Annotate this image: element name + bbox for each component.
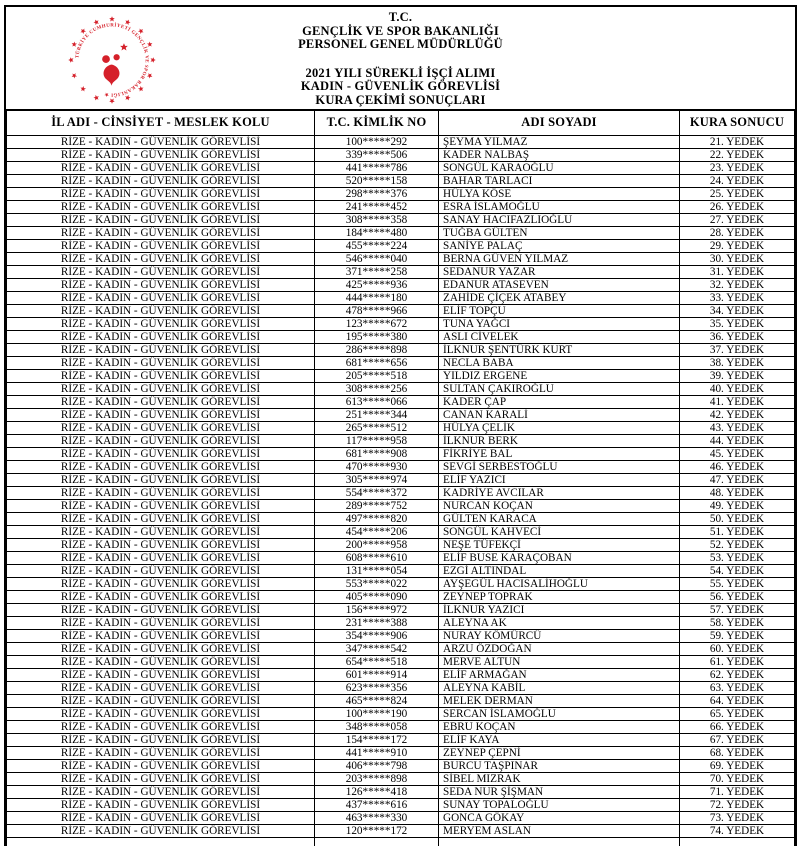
cell-il-cinsiyet-meslek: RİZE - KADIN - GÜVENLİK GÖREVLİSİ (7, 577, 315, 590)
cell-adi-soyadi: ARZU ÖZDOĞAN (439, 642, 680, 655)
cell-kura-sonucu: 49. YEDEK (680, 499, 795, 512)
cell-il-cinsiyet-meslek: RİZE - KADIN - GÜVENLİK GÖREVLİSİ (7, 785, 315, 798)
cell-adi-soyadi: ALEYNA KABİL (439, 681, 680, 694)
cell-kura-sonucu: 35. YEDEK (680, 317, 795, 330)
table-row (7, 382, 795, 395)
cell-adi-soyadi: İLKNUR BERK (439, 434, 680, 447)
svg-text:TÜRKİYE CUMHURİYETİ GENÇLİK VE: TÜRKİYE CUMHURİYETİ GENÇLİK VE SPOR BAKANLIĞI ★ (75, 23, 149, 97)
cell-il-cinsiyet-meslek: RİZE - KADIN - GÜVENLİK GÖREVLİSİ (7, 603, 315, 616)
cell-kura-sonucu: 22. YEDEK (680, 148, 795, 161)
table-row (7, 785, 795, 798)
cell-kura-sonucu: 44. YEDEK (680, 434, 795, 447)
cell-tc-kimlik-no: 184*****480 (315, 226, 439, 239)
cell-tc-kimlik-no: 425*****936 (315, 278, 439, 291)
cell-adi-soyadi: MELEK DERMAN (439, 694, 680, 707)
cell-il-cinsiyet-meslek: RİZE - KADIN - GÜVENLİK GÖREVLİSİ (7, 486, 315, 499)
cell-il-cinsiyet-meslek: RİZE - KADIN - GÜVENLİK GÖREVLİSİ (7, 213, 315, 226)
col-header-tc-kimlik-no: T.C. KİMLİK NO (315, 110, 439, 135)
cell-adi-soyadi: SULTAN ÇAKIROĞLU (439, 382, 680, 395)
cell-tc-kimlik-no: 478*****966 (315, 304, 439, 317)
cell-kura-sonucu: 54. YEDEK (680, 564, 795, 577)
cell-kura-sonucu: 52. YEDEK (680, 538, 795, 551)
title-directorate: PERSONEL GENEL MÜDÜRLÜĞÜ (298, 37, 503, 51)
cell-tc-kimlik-no: 205*****518 (315, 369, 439, 382)
cell-il-cinsiyet-meslek: RİZE - KADIN - GÜVENLİK GÖREVLİSİ (7, 629, 315, 642)
cell-adi-soyadi: NURAY KÖMÜRCÜ (439, 629, 680, 642)
cell-adi-soyadi: HÜLYA KÖSE (439, 187, 680, 200)
table-row (7, 642, 795, 655)
cell-adi-soyadi: FİKRİYE BAL (439, 447, 680, 460)
cell-kura-sonucu: 50. YEDEK (680, 512, 795, 525)
table-row (7, 213, 795, 226)
cell-kura-sonucu: 67. YEDEK (680, 733, 795, 746)
cell-il-cinsiyet-meslek: RİZE - KADIN - GÜVENLİK GÖREVLİSİ (7, 343, 315, 356)
title-tc: T.C. (388, 10, 413, 24)
cell-kura-sonucu: 68. YEDEK (680, 746, 795, 759)
cell-kura-sonucu: 53. YEDEK (680, 551, 795, 564)
cell-kura-sonucu: 47. YEDEK (680, 473, 795, 486)
cell-kura-sonucu: 61. YEDEK (680, 655, 795, 668)
cell-kura-sonucu: 72. YEDEK (680, 798, 795, 811)
title-position: KADIN - GÜVENLİK GÖREVLİSİ (300, 79, 501, 93)
cell-tc-kimlik-no: 654*****518 (315, 655, 439, 668)
cell-adi-soyadi: ASLI CİVELEK (439, 330, 680, 343)
cell-il-cinsiyet-meslek: RİZE - KADIN - GÜVENLİK GÖREVLİSİ (7, 811, 315, 824)
cell-kura-sonucu: 60. YEDEK (680, 642, 795, 655)
cell-tc-kimlik-no: 613*****066 (315, 395, 439, 408)
table-row (7, 148, 795, 161)
cell-tc-kimlik-no: 154*****172 (315, 733, 439, 746)
cell-kura-sonucu: 71. YEDEK (680, 785, 795, 798)
cell-adi-soyadi: EZGİ ALTINDAL (439, 564, 680, 577)
cell-kura-sonucu: 33. YEDEK (680, 291, 795, 304)
table-row (7, 668, 795, 681)
cell-il-cinsiyet-meslek: RİZE - KADIN - GÜVENLİK GÖREVLİSİ (7, 694, 315, 707)
cell-kura-sonucu: 63. YEDEK (680, 681, 795, 694)
table-row (7, 161, 795, 174)
table-row (7, 200, 795, 213)
cell-kura-sonucu: 48. YEDEK (680, 486, 795, 499)
cell-kura-sonucu: 26. YEDEK (680, 200, 795, 213)
cell-kura-sonucu: 55. YEDEK (680, 577, 795, 590)
title-results: KURA ÇEKİMİ SONUÇLARI (315, 92, 486, 107)
header-row (7, 110, 795, 135)
cell-kura-sonucu: 24. YEDEK (680, 174, 795, 187)
cell-il-cinsiyet-meslek: RİZE - KADIN - GÜVENLİK GÖREVLİSİ (7, 772, 315, 785)
cell-adi-soyadi: ELİF KAYA (439, 733, 680, 746)
cell-kura-sonucu: 59. YEDEK (680, 629, 795, 642)
cell-adi-soyadi: NECLA BABA (439, 356, 680, 369)
cell-adi-soyadi: NEŞE TÜFEKÇİ (439, 538, 680, 551)
cell-tc-kimlik-no: 123*****672 (315, 317, 439, 330)
cell-kura-sonucu: 74. YEDEK (680, 824, 795, 837)
cell-kura-sonucu: 43. YEDEK (680, 421, 795, 434)
cell-tc-kimlik-no: 553*****022 (315, 577, 439, 590)
cell-il-cinsiyet-meslek: RİZE - KADIN - GÜVENLİK GÖREVLİSİ (7, 473, 315, 486)
cell-adi-soyadi: ELİF TOPÇU (439, 304, 680, 317)
cell-adi-soyadi: SANAY HACIFAZLIOĞLU (439, 213, 680, 226)
cell-tc-kimlik-no: 444*****180 (315, 291, 439, 304)
table-row (7, 356, 795, 369)
cell-adi-soyadi (439, 837, 680, 846)
cell-tc-kimlik-no: 100*****292 (315, 135, 439, 148)
cell-tc-kimlik-no: 251*****344 (315, 408, 439, 421)
cell-tc-kimlik-no: 441*****786 (315, 161, 439, 174)
table-row (7, 174, 795, 187)
cell-tc-kimlik-no: 546*****040 (315, 252, 439, 265)
cell-tc-kimlik-no: 348*****058 (315, 720, 439, 733)
cell-il-cinsiyet-meslek: RİZE - KADIN - GÜVENLİK GÖREVLİSİ (7, 668, 315, 681)
cell-kura-sonucu: 38. YEDEK (680, 356, 795, 369)
cell-adi-soyadi: CANAN KARALİ (439, 408, 680, 421)
table-row (7, 837, 795, 846)
cell-tc-kimlik-no: 463*****330 (315, 811, 439, 824)
cell-tc-kimlik-no (315, 837, 439, 846)
cell-il-cinsiyet-meslek: RİZE - KADIN - GÜVENLİK GÖREVLİSİ (7, 421, 315, 434)
table-row (7, 590, 795, 603)
results-tbody (7, 135, 795, 846)
cell-kura-sonucu: 41. YEDEK (680, 395, 795, 408)
cell-il-cinsiyet-meslek: RİZE - KADIN - GÜVENLİK GÖREVLİSİ (7, 408, 315, 421)
cell-il-cinsiyet-meslek: RİZE - KADIN - GÜVENLİK GÖREVLİSİ (7, 447, 315, 460)
cell-tc-kimlik-no: 465*****824 (315, 694, 439, 707)
cell-il-cinsiyet-meslek: RİZE - KADIN - GÜVENLİK GÖREVLİSİ (7, 499, 315, 512)
table-row (7, 720, 795, 733)
cell-adi-soyadi: SİBEL MIZRAK (439, 772, 680, 785)
cell-il-cinsiyet-meslek: RİZE - KADIN - GÜVENLİK GÖREVLİSİ (7, 135, 315, 148)
table-row (7, 824, 795, 837)
cell-adi-soyadi: EDANUR ATASEVEN (439, 278, 680, 291)
cell-tc-kimlik-no: 117*****958 (315, 434, 439, 447)
cell-tc-kimlik-no: 520*****158 (315, 174, 439, 187)
cell-il-cinsiyet-meslek: RİZE - KADIN - GÜVENLİK GÖREVLİSİ (7, 304, 315, 317)
cell-adi-soyadi: SERCAN İSLAMOĞLU (439, 707, 680, 720)
cell-il-cinsiyet-meslek: RİZE - KADIN - GÜVENLİK GÖREVLİSİ (7, 200, 315, 213)
cell-il-cinsiyet-meslek: RİZE - KADIN - GÜVENLİK GÖREVLİSİ (7, 525, 315, 538)
results-table (6, 109, 795, 846)
cell-kura-sonucu: 58. YEDEK (680, 616, 795, 629)
cell-kura-sonucu: 57. YEDEK (680, 603, 795, 616)
cell-tc-kimlik-no: 203*****898 (315, 772, 439, 785)
cell-kura-sonucu: 30. YEDEK (680, 252, 795, 265)
table-row (7, 226, 795, 239)
cell-tc-kimlik-no: 195*****380 (315, 330, 439, 343)
cell-il-cinsiyet-meslek: RİZE - KADIN - GÜVENLİK GÖREVLİSİ (7, 642, 315, 655)
table-row (7, 577, 795, 590)
cell-il-cinsiyet-meslek: RİZE - KADIN - GÜVENLİK GÖREVLİSİ (7, 564, 315, 577)
table-row (7, 330, 795, 343)
table-row (7, 564, 795, 577)
cell-adi-soyadi: SONGÜL KARAOĞLU (439, 161, 680, 174)
cell-kura-sonucu: 27. YEDEK (680, 213, 795, 226)
cell-il-cinsiyet-meslek: RİZE - KADIN - GÜVENLİK GÖREVLİSİ (7, 265, 315, 278)
cell-il-cinsiyet-meslek: RİZE - KADIN - GÜVENLİK GÖREVLİSİ (7, 551, 315, 564)
table-row (7, 746, 795, 759)
cell-il-cinsiyet-meslek: RİZE - KADIN - GÜVENLİK GÖREVLİSİ (7, 239, 315, 252)
cell-tc-kimlik-no: 681*****908 (315, 447, 439, 460)
cell-il-cinsiyet-meslek: RİZE - KADIN - GÜVENLİK GÖREVLİSİ (7, 759, 315, 772)
table-row (7, 395, 795, 408)
cell-il-cinsiyet-meslek: RİZE - KADIN - GÜVENLİK GÖREVLİSİ (7, 278, 315, 291)
cell-kura-sonucu: 64. YEDEK (680, 694, 795, 707)
col-header-adi-soyadi: ADI SOYADI (439, 110, 680, 135)
cell-adi-soyadi: ELİF YAZICI (439, 473, 680, 486)
cell-adi-soyadi: ŞEYMA YILMAZ (439, 135, 680, 148)
cell-kura-sonucu: 23. YEDEK (680, 161, 795, 174)
cell-tc-kimlik-no: 455*****224 (315, 239, 439, 252)
cell-tc-kimlik-no: 405*****090 (315, 590, 439, 603)
cell-adi-soyadi: ZEYNEP ÇEPNİ (439, 746, 680, 759)
cell-adi-soyadi: BERNA GÜVEN YILMAZ (439, 252, 680, 265)
cell-adi-soyadi: ELİF BUSE KARAÇOBAN (439, 551, 680, 564)
cell-kura-sonucu: 51. YEDEK (680, 525, 795, 538)
cell-kura-sonucu: 34. YEDEK (680, 304, 795, 317)
table-row (7, 447, 795, 460)
cell-kura-sonucu: 31. YEDEK (680, 265, 795, 278)
cell-adi-soyadi: KADER ÇAP (439, 395, 680, 408)
cell-il-cinsiyet-meslek: RİZE - KADIN - GÜVENLİK GÖREVLİSİ (7, 187, 315, 200)
cell-kura-sonucu: 39. YEDEK (680, 369, 795, 382)
cell-adi-soyadi: İLKNUR ŞENTÜRK KURT (439, 343, 680, 356)
cell-kura-sonucu: 65. YEDEK (680, 707, 795, 720)
table-row (7, 291, 795, 304)
cell-tc-kimlik-no: 601*****914 (315, 668, 439, 681)
cell-tc-kimlik-no: 120*****172 (315, 824, 439, 837)
cell-adi-soyadi: ESRA İSLAMOĞLU (439, 200, 680, 213)
table-row (7, 811, 795, 824)
cell-tc-kimlik-no: 497*****820 (315, 512, 439, 525)
cell-kura-sonucu: 42. YEDEK (680, 408, 795, 421)
cell-il-cinsiyet-meslek: RİZE - KADIN - GÜVENLİK GÖREVLİSİ (7, 317, 315, 330)
cell-adi-soyadi: ZEYNEP TOPRAK (439, 590, 680, 603)
cell-il-cinsiyet-meslek: RİZE - KADIN - GÜVENLİK GÖREVLİSİ (7, 369, 315, 382)
cell-il-cinsiyet-meslek: RİZE - KADIN - GÜVENLİK GÖREVLİSİ (7, 174, 315, 187)
cell-kura-sonucu: 40. YEDEK (680, 382, 795, 395)
cell-tc-kimlik-no: 354*****906 (315, 629, 439, 642)
table-row (7, 473, 795, 486)
cell-kura-sonucu: 32. YEDEK (680, 278, 795, 291)
table-row (7, 655, 795, 668)
table-row (7, 421, 795, 434)
cell-adi-soyadi: AYŞEGÜL HACISALİHOĞLU (439, 577, 680, 590)
cell-il-cinsiyet-meslek: RİZE - KADIN - GÜVENLİK GÖREVLİSİ (7, 681, 315, 694)
table-row (7, 135, 795, 148)
cell-adi-soyadi: SEDA NUR ŞİŞMAN (439, 785, 680, 798)
table-row (7, 239, 795, 252)
cell-kura-sonucu: 37. YEDEK (680, 343, 795, 356)
cell-il-cinsiyet-meslek: RİZE - KADIN - GÜVENLİK GÖREVLİSİ (7, 148, 315, 161)
cell-kura-sonucu: 69. YEDEK (680, 759, 795, 772)
cell-adi-soyadi: TUNA YAĞCI (439, 317, 680, 330)
table-row (7, 772, 795, 785)
cell-tc-kimlik-no: 437*****616 (315, 798, 439, 811)
cell-kura-sonucu: 70. YEDEK (680, 772, 795, 785)
table-row (7, 278, 795, 291)
cell-tc-kimlik-no: 289*****752 (315, 499, 439, 512)
table-row (7, 603, 795, 616)
table-row (7, 538, 795, 551)
cell-tc-kimlik-no: 623*****356 (315, 681, 439, 694)
cell-il-cinsiyet-meslek: RİZE - KADIN - GÜVENLİK GÖREVLİSİ (7, 655, 315, 668)
title-ministry: GENÇLİK VE SPOR BAKANLIĞI (302, 23, 499, 38)
cell-adi-soyadi: ALEYNA AK (439, 616, 680, 629)
cell-tc-kimlik-no: 470*****930 (315, 460, 439, 473)
table-row (7, 525, 795, 538)
results-table-head (7, 110, 795, 135)
cell-il-cinsiyet-meslek: RİZE - KADIN - GÜVENLİK GÖREVLİSİ (7, 798, 315, 811)
cell-kura-sonucu: 28. YEDEK (680, 226, 795, 239)
cell-il-cinsiyet-meslek: RİZE - KADIN - GÜVENLİK GÖREVLİSİ (7, 330, 315, 343)
cell-adi-soyadi: TUĞBA GÜLTEN (439, 226, 680, 239)
cell-il-cinsiyet-meslek: RİZE - KADIN - GÜVENLİK GÖREVLİSİ (7, 707, 315, 720)
cell-tc-kimlik-no: 131*****054 (315, 564, 439, 577)
table-row (7, 265, 795, 278)
cell-il-cinsiyet-meslek: RİZE - KADIN - GÜVENLİK GÖREVLİSİ (7, 733, 315, 746)
table-row (7, 759, 795, 772)
cell-adi-soyadi: SEVGİ SERBESTOĞLU (439, 460, 680, 473)
cell-adi-soyadi: İLKNUR YAZICI (439, 603, 680, 616)
cell-il-cinsiyet-meslek: RİZE - KADIN - GÜVENLİK GÖREVLİSİ (7, 538, 315, 551)
cell-adi-soyadi: MERYEM ASLAN (439, 824, 680, 837)
table-row (7, 694, 795, 707)
cell-tc-kimlik-no: 347*****542 (315, 642, 439, 655)
cell-tc-kimlik-no: 231*****388 (315, 616, 439, 629)
cell-adi-soyadi: ZAHİDE ÇİÇEK ATABEY (439, 291, 680, 304)
cell-adi-soyadi: SONGÜL KAHVECİ (439, 525, 680, 538)
cell-adi-soyadi: NURCAN KOÇAN (439, 499, 680, 512)
table-row (7, 499, 795, 512)
document-title-block (6, 11, 795, 107)
col-header-kura-sonucu: KURA SONUCU (680, 110, 795, 135)
cell-il-cinsiyet-meslek: RİZE - KADIN - GÜVENLİK GÖREVLİSİ (7, 512, 315, 525)
table-row (7, 304, 795, 317)
cell-kura-sonucu: 25. YEDEK (680, 187, 795, 200)
cell-adi-soyadi: YILDIZ ERGENE (439, 369, 680, 382)
table-row (7, 187, 795, 200)
table-row (7, 798, 795, 811)
table-row (7, 551, 795, 564)
cell-tc-kimlik-no: 308*****358 (315, 213, 439, 226)
cell-tc-kimlik-no: 554*****372 (315, 486, 439, 499)
cell-kura-sonucu: 56. YEDEK (680, 590, 795, 603)
table-row (7, 681, 795, 694)
table-row (7, 408, 795, 421)
cell-adi-soyadi: HÜLYA ÇELİK (439, 421, 680, 434)
cell-adi-soyadi: SANİYE PALAÇ (439, 239, 680, 252)
cell-tc-kimlik-no: 265*****512 (315, 421, 439, 434)
table-row (7, 317, 795, 330)
col-header-il-cinsiyet-meslek: İL ADI - CİNSİYET - MESLEK KOLU (7, 110, 315, 135)
cell-il-cinsiyet-meslek: RİZE - KADIN - GÜVENLİK GÖREVLİSİ (7, 824, 315, 837)
table-row (7, 252, 795, 265)
cell-tc-kimlik-no: 200*****958 (315, 538, 439, 551)
cell-il-cinsiyet-meslek: RİZE - KADIN - GÜVENLİK GÖREVLİSİ (7, 720, 315, 733)
cell-adi-soyadi: EBRU KOÇAN (439, 720, 680, 733)
cell-adi-soyadi: KADRİYE AVCILAR (439, 486, 680, 499)
cell-tc-kimlik-no: 308*****256 (315, 382, 439, 395)
cell-il-cinsiyet-meslek: RİZE - KADIN - GÜVENLİK GÖREVLİSİ (7, 616, 315, 629)
cell-tc-kimlik-no: 126*****418 (315, 785, 439, 798)
cell-tc-kimlik-no: 339*****506 (315, 148, 439, 161)
cell-kura-sonucu: 36. YEDEK (680, 330, 795, 343)
cell-il-cinsiyet-meslek: RİZE - KADIN - GÜVENLİK GÖREVLİSİ (7, 252, 315, 265)
table-row (7, 733, 795, 746)
cell-il-cinsiyet-meslek: RİZE - KADIN - GÜVENLİK GÖREVLİSİ (7, 291, 315, 304)
cell-adi-soyadi: KADER NALBAŞ (439, 148, 680, 161)
cell-tc-kimlik-no: 305*****974 (315, 473, 439, 486)
table-row (7, 512, 795, 525)
table-row (7, 460, 795, 473)
cell-kura-sonucu: 45. YEDEK (680, 447, 795, 460)
cell-il-cinsiyet-meslek: RİZE - KADIN - GÜVENLİK GÖREVLİSİ (7, 746, 315, 759)
cell-tc-kimlik-no: 454*****206 (315, 525, 439, 538)
cell-adi-soyadi: SUNAY TOPALOĞLU (439, 798, 680, 811)
cell-adi-soyadi: MERVE ALTUN (439, 655, 680, 668)
cell-il-cinsiyet-meslek: RİZE - KADIN - GÜVENLİK GÖREVLİSİ (7, 356, 315, 369)
cell-kura-sonucu: 29. YEDEK (680, 239, 795, 252)
cell-kura-sonucu: 46. YEDEK (680, 460, 795, 473)
cell-tc-kimlik-no: 100*****190 (315, 707, 439, 720)
table-row (7, 486, 795, 499)
table-row (7, 434, 795, 447)
cell-adi-soyadi: BAHAR TARLACI (439, 174, 680, 187)
table-row (7, 629, 795, 642)
table-row (7, 343, 795, 356)
document-border-frame (4, 5, 797, 846)
cell-tc-kimlik-no: 241*****452 (315, 200, 439, 213)
cell-il-cinsiyet-meslek: RİZE - KADIN - GÜVENLİK GÖREVLİSİ (7, 382, 315, 395)
table-row (7, 369, 795, 382)
table-row (7, 616, 795, 629)
cell-kura-sonucu: 66. YEDEK (680, 720, 795, 733)
cell-adi-soyadi: GONCA GÖKAY (439, 811, 680, 824)
cell-il-cinsiyet-meslek: RİZE - KADIN - GÜVENLİK GÖREVLİSİ (7, 395, 315, 408)
cell-tc-kimlik-no: 608*****610 (315, 551, 439, 564)
cell-tc-kimlik-no: 298*****376 (315, 187, 439, 200)
cell-il-cinsiyet-meslek: RİZE - KADIN - GÜVENLİK GÖREVLİSİ (7, 434, 315, 447)
cell-kura-sonucu (680, 837, 795, 846)
cell-il-cinsiyet-meslek: RİZE - KADIN - GÜVENLİK GÖREVLİSİ (7, 161, 315, 174)
cell-tc-kimlik-no: 156*****972 (315, 603, 439, 616)
cell-tc-kimlik-no: 371*****258 (315, 265, 439, 278)
cell-adi-soyadi: GÜLTEN KARACA (439, 512, 680, 525)
cell-kura-sonucu: 21. YEDEK (680, 135, 795, 148)
cell-tc-kimlik-no: 286*****898 (315, 343, 439, 356)
document-header (6, 7, 795, 109)
cell-tc-kimlik-no: 441*****910 (315, 746, 439, 759)
title-recruitment: 2021 YILI SÜREKLİ İŞÇİ ALIMI (305, 65, 496, 80)
cell-kura-sonucu: 73. YEDEK (680, 811, 795, 824)
cell-il-cinsiyet-meslek (7, 837, 315, 846)
cell-kura-sonucu: 62. YEDEK (680, 668, 795, 681)
cell-adi-soyadi: BURCU TAŞPINAR (439, 759, 680, 772)
cell-adi-soyadi: ELİF ARMAĞAN (439, 668, 680, 681)
cell-il-cinsiyet-meslek: RİZE - KADIN - GÜVENLİK GÖREVLİSİ (7, 590, 315, 603)
cell-il-cinsiyet-meslek: RİZE - KADIN - GÜVENLİK GÖREVLİSİ (7, 226, 315, 239)
cell-adi-soyadi: SEDANUR YAZAR (439, 265, 680, 278)
cell-tc-kimlik-no: 681*****656 (315, 356, 439, 369)
table-row (7, 707, 795, 720)
cell-il-cinsiyet-meslek: RİZE - KADIN - GÜVENLİK GÖREVLİSİ (7, 460, 315, 473)
cell-tc-kimlik-no: 406*****798 (315, 759, 439, 772)
